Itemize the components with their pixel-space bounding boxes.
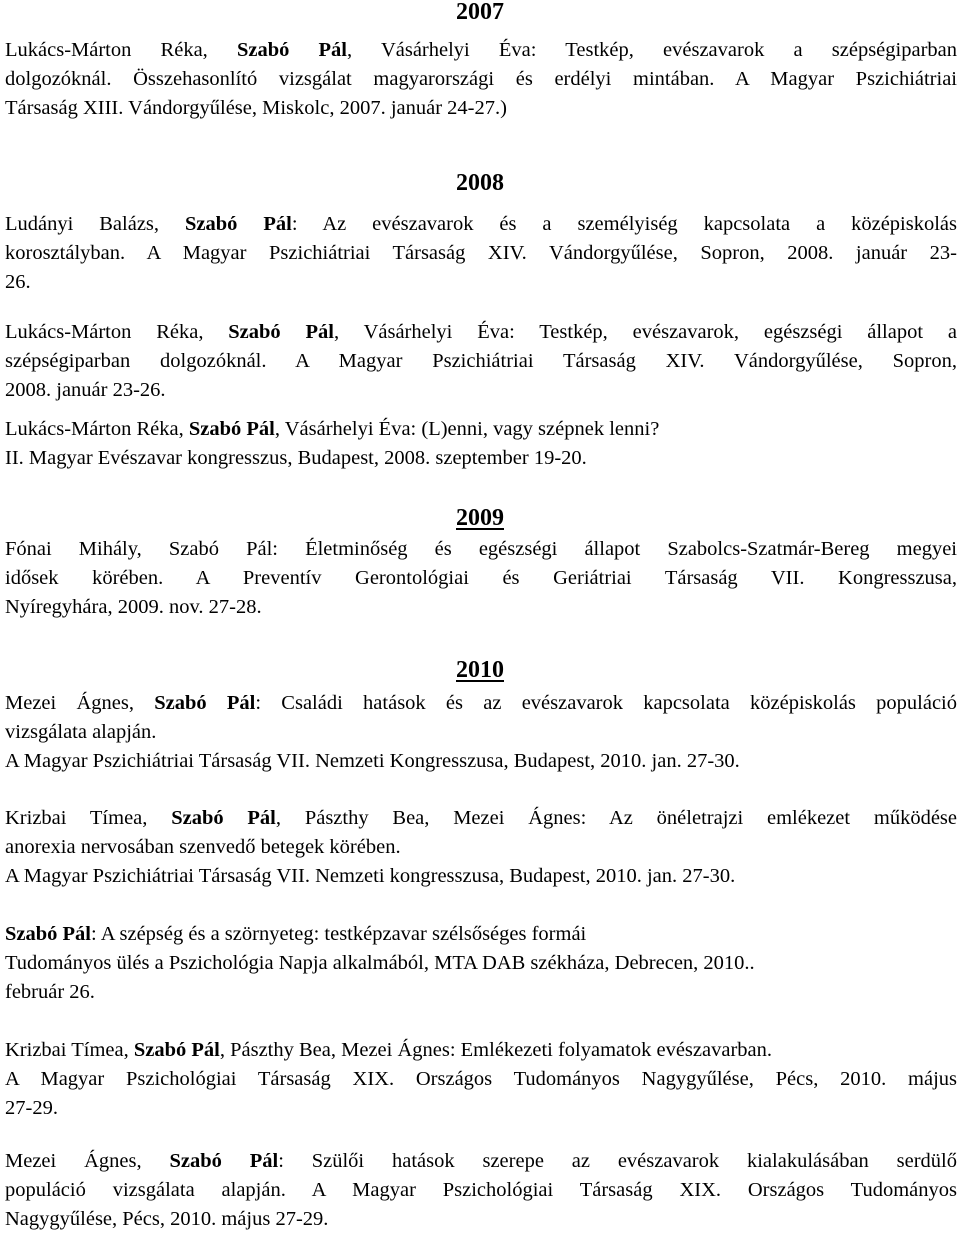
entry-line: 2008. január 23-26. (5, 379, 166, 401)
entry-line: február 26. (5, 981, 95, 1003)
entry-line: Nagygyűlése, Pécs, 2010. május 27-29. (5, 1208, 329, 1230)
entry-line: korosztályban. A Magyar Pszichiátriai Társaság XIV. Vándorgyűlése, Sopron, 2008. január 23- (5, 242, 957, 264)
entry-2007-1 (5, 36, 957, 123)
year-heading-2010: 2010 (456, 657, 504, 683)
entry-line: A Magyar Pszichológiai Társaság XIX. Országos Tudományos Nagygyűlése, Pécs, 2010. május (5, 1068, 957, 1090)
entry-line: dolgozóknál. Összehasonlító vizsgálat magyarországi és erdélyi mintában. A Magyar Pszichiátriai (5, 68, 957, 90)
entry-line: Szabó Pál: A szépség és a szörnyeteg: testképzavar szélsőséges formái (5, 923, 587, 945)
entry-line: Ludányi Balázs, Szabó Pál: Az evészavarok és a személyiség kapcsolata a középiskolás (5, 213, 958, 235)
entry-line: Lukács-Márton Réka, Szabó Pál, Vásárhelyi Éva: (L)enni, vagy szépnek lenni? (5, 418, 660, 440)
entry-line: Társaság XIII. Vándorgyűlése, Miskolc, 2007. január 24-27.) (5, 97, 507, 119)
entry-line: Fónai Mihály, Szabó Pál: Életminőség és egészségi állapot Szabolcs-Szatmár-Bereg megyei (5, 538, 957, 560)
entry-line: anorexia nervosában szenvedő betegek körében. (5, 836, 401, 858)
entry-line: 27-29. (5, 1097, 58, 1119)
entry-2008-3 (5, 415, 957, 473)
year-heading-2008: 2008 (456, 170, 504, 196)
entry-line: szépségiparban dolgozóknál. A Magyar Pszichiátriai Társaság XIV. Vándorgyűlése, Sopron, (5, 350, 957, 372)
entry-2008-2 (5, 318, 957, 405)
entry-2008-1 (5, 210, 957, 297)
entry-2010-3 (5, 920, 957, 1007)
entry-2010-2 (5, 804, 957, 891)
entry-2010-5 (5, 1147, 957, 1234)
entry-2010-4 (5, 1036, 957, 1123)
year-heading-2009: 2009 (456, 505, 504, 531)
entry-line: populáció vizsgálata alapján. A Magyar Pszichológiai Társaság XIX. Országos Tudományos (5, 1179, 957, 1201)
entry-line: Lukács-Márton Réka, Szabó Pál, Vásárhelyi Éva: Testkép, evészavarok, egészségi állapot a (5, 321, 957, 343)
entry-line: Mezei Ágnes, Szabó Pál: Családi hatások és az evészavarok kapcsolata középiskolás populáció (5, 692, 957, 714)
entry-line: Nyíregyhára, 2009. nov. 27-28. (5, 596, 262, 618)
entry-line: Krizbai Tímea, Szabó Pál, Pászthy Bea, Mezei Ágnes: Emlékezeti folyamatok evészavarban. (5, 1039, 772, 1061)
entry-2009-1 (5, 535, 957, 622)
entry-line: Krizbai Tímea, Szabó Pál, Pászthy Bea, Mezei Ágnes: Az önéletrajzi emlékezet működése (5, 807, 958, 829)
entry-line: vizsgálata alapján. (5, 721, 157, 743)
entry-line: Lukács-Márton Réka, Szabó Pál, Vásárhelyi Éva: Testkép, evészavarok a szépségiparban (5, 39, 957, 61)
entry-line: A Magyar Pszichiátriai Társaság VII. Nemzeti kongresszusa, Budapest, 2010. jan. 27-30. (5, 865, 736, 887)
entry-line: A Magyar Pszichiátriai Társaság VII. Nemzeti Kongresszusa, Budapest, 2010. jan. 27-30. (5, 750, 740, 772)
entry-2010-1 (5, 689, 957, 776)
entry-line: idősek körében. A Preventív Gerontológiai és Geriátriai Társaság VII. Kongresszusa, (5, 567, 957, 589)
entry-line: II. Magyar Evészavar kongresszus, Budapest, 2008. szeptember 19-20. (5, 447, 587, 469)
entry-line: 26. (5, 271, 31, 293)
entry-line: Tudományos ülés a Pszichológia Napja alkalmából, MTA DAB székháza, Debrecen, 2010.. (5, 952, 755, 974)
entry-line: Mezei Ágnes, Szabó Pál: Szülői hatások szerepe az evészavarok kialakulásában serdülő (5, 1150, 958, 1172)
year-heading-2007: 2007 (456, 0, 504, 25)
